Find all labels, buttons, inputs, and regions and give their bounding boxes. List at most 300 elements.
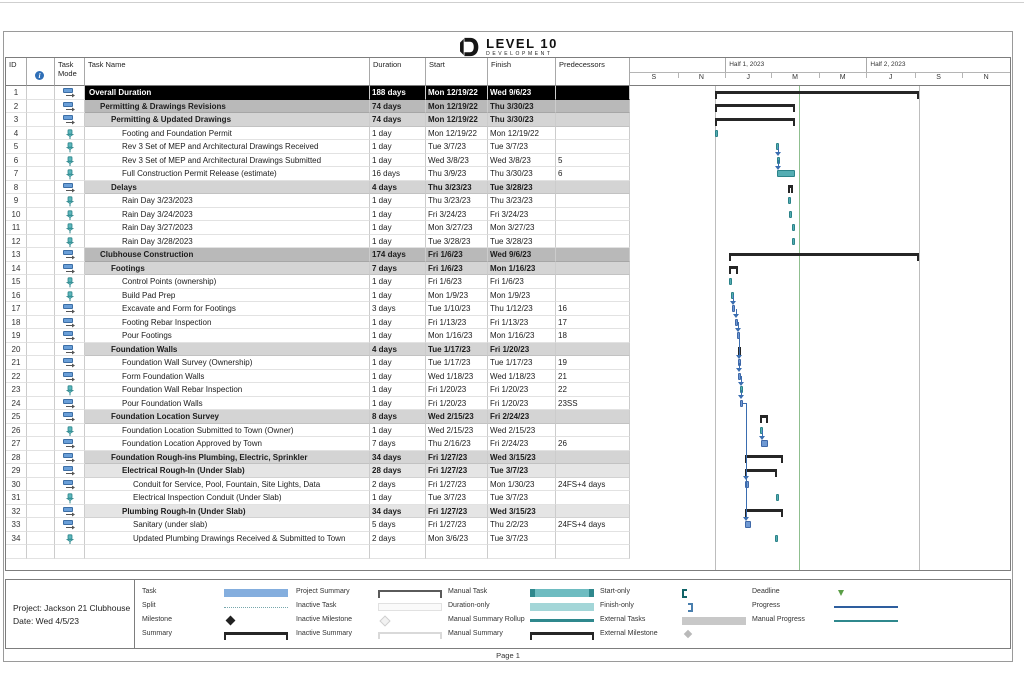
cell-id: 20 <box>6 343 27 357</box>
cell-start: Tue 1/10/23 <box>426 302 488 316</box>
cell-start: Fri 1/27/23 <box>426 518 488 532</box>
table-row <box>6 289 630 303</box>
legend-item <box>752 602 902 614</box>
col-header-duration: Duration <box>370 58 426 86</box>
cell-finish: Tue 3/7/23 <box>488 140 556 154</box>
cell-id: 18 <box>6 316 27 330</box>
cell-finish: Fri 2/24/23 <box>488 410 556 424</box>
table-row <box>6 181 630 195</box>
cell-start: Fri 1/20/23 <box>426 383 488 397</box>
cell-predecessors: 21 <box>556 370 630 384</box>
cell-task-mode <box>55 424 85 438</box>
pushpin-icon <box>65 385 75 396</box>
auto-schedule-icon <box>63 372 76 382</box>
cell-duration: 1 day <box>370 424 426 438</box>
cell-task-mode <box>55 275 85 289</box>
cell-predecessors <box>556 343 630 357</box>
pushpin-icon <box>65 156 75 167</box>
cell-info <box>27 383 55 397</box>
logo-title: LEVEL 10 <box>486 35 558 51</box>
cell-task-name: Form Foundation Walls <box>85 370 370 384</box>
legend-item <box>600 602 750 614</box>
cell-predecessors: 22 <box>556 383 630 397</box>
timescale-month-label: M <box>839 74 846 81</box>
cell-task-name: Rain Day 3/24/2023 <box>85 208 370 222</box>
legend-item <box>752 588 902 600</box>
cell-task-mode <box>55 302 85 316</box>
task-bar <box>789 211 792 218</box>
cell-info <box>27 262 55 276</box>
cell-id: 3 <box>6 113 27 127</box>
cell-id: 7 <box>6 167 27 181</box>
task-bar <box>777 170 794 177</box>
cell-predecessors: 18 <box>556 329 630 343</box>
legend-swatch-bar-blue <box>224 589 288 597</box>
cell-start: Fri 1/6/23 <box>426 262 488 276</box>
cell-duration: 174 days <box>370 248 426 262</box>
cell-info <box>27 194 55 208</box>
table-row <box>6 275 630 289</box>
cell-finish: Wed 3/15/23 <box>488 451 556 465</box>
cell-task-mode <box>55 100 85 114</box>
cell-duration: 2 days <box>370 532 426 546</box>
cell-predecessors <box>556 208 630 222</box>
cell-finish: Fri 1/20/23 <box>488 397 556 411</box>
cell-finish: Thu 3/30/23 <box>488 113 556 127</box>
empty-row <box>6 545 630 559</box>
cell-info <box>27 343 55 357</box>
cell-finish: Thu 3/30/23 <box>488 167 556 181</box>
cell-task-name: Pour Foundation Walls <box>85 397 370 411</box>
cell-id: 5 <box>6 140 27 154</box>
task-bar <box>729 278 732 285</box>
cell-task-name: Rain Day 3/23/2023 <box>85 194 370 208</box>
auto-schedule-icon <box>63 264 76 274</box>
cell-predecessors <box>556 410 630 424</box>
cell-duration: 3 days <box>370 302 426 316</box>
cell-id: 14 <box>6 262 27 276</box>
cell-id: 30 <box>6 478 27 492</box>
cell-info <box>27 356 55 370</box>
project-date: Date: Wed 4/5/23 <box>13 615 79 626</box>
cell-finish: Fri 1/13/23 <box>488 316 556 330</box>
cell-task-mode <box>55 437 85 451</box>
cell-task-mode <box>55 356 85 370</box>
cell-info <box>27 154 55 168</box>
cell-info <box>27 329 55 343</box>
legend-item <box>142 616 292 628</box>
table-row <box>6 491 630 505</box>
cell-start: Fri 1/27/23 <box>426 451 488 465</box>
legend-swatch-diamond-black <box>226 616 236 626</box>
cell-start: Wed 3/8/23 <box>426 154 488 168</box>
cell-duration: 188 days <box>370 86 426 100</box>
legend-swatch-summary-gray <box>378 590 442 592</box>
table-row <box>6 302 630 316</box>
cell-start: Wed 1/18/23 <box>426 370 488 384</box>
cell-finish: Fri 1/6/23 <box>488 275 556 289</box>
summary-bar <box>715 91 919 94</box>
task-bar <box>761 440 768 447</box>
link-arrow <box>730 301 736 305</box>
cell-task-mode <box>55 113 85 127</box>
cell-finish: Wed 1/18/23 <box>488 370 556 384</box>
cell-predecessors: 16 <box>556 302 630 316</box>
legend-item <box>600 630 750 642</box>
cell-info <box>27 518 55 532</box>
cell-task-name: Excavate and Form for Footings <box>85 302 370 316</box>
pushpin-icon <box>65 142 75 153</box>
cell-duration: 34 days <box>370 451 426 465</box>
cell-info <box>27 181 55 195</box>
table-row <box>6 383 630 397</box>
legend-swatch-summary-ghost <box>378 632 442 634</box>
cell-id: 34 <box>6 532 27 546</box>
cell-duration: 5 days <box>370 518 426 532</box>
cell-predecessors: 5 <box>556 154 630 168</box>
table-row <box>6 397 630 411</box>
cell-task-name: Electrical Rough-In (Under Slab) <box>85 464 370 478</box>
legend-label: Manual Summary Rollup <box>448 616 525 623</box>
cell-id: 17 <box>6 302 27 316</box>
summary-bar <box>715 104 795 107</box>
legend-label: Deadline <box>752 588 780 595</box>
table-row <box>6 140 630 154</box>
legend-item <box>296 616 446 628</box>
cell-id: 21 <box>6 356 27 370</box>
summary-bar <box>729 253 919 256</box>
auto-schedule-icon <box>63 183 76 193</box>
legend-item <box>448 630 598 642</box>
cell-task-name: Sanitary (under slab) <box>85 518 370 532</box>
legend-item <box>296 588 446 600</box>
cell-info <box>27 532 55 546</box>
cell-task-name: Electrical Inspection Conduit (Under Slab) <box>85 491 370 505</box>
cell-task-name: Foundation Location Survey <box>85 410 370 424</box>
pushpin-icon <box>65 291 75 302</box>
timescale-month-label: J <box>746 74 750 81</box>
cell-duration: 34 days <box>370 505 426 519</box>
cell-start: Fri 1/6/23 <box>426 248 488 262</box>
cell-duration: 28 days <box>370 464 426 478</box>
cell-id: 12 <box>6 235 27 249</box>
cell-duration: 1 day <box>370 491 426 505</box>
auto-schedule-icon <box>63 345 76 355</box>
cell-finish: Mon 1/16/23 <box>488 329 556 343</box>
cell-predecessors: 26 <box>556 437 630 451</box>
cell-duration: 1 day <box>370 235 426 249</box>
legend-item <box>752 616 902 628</box>
cell-info <box>27 478 55 492</box>
cell-finish: Tue 3/28/23 <box>488 181 556 195</box>
cell-task-name: Permitting & Updated Drawings <box>85 113 370 127</box>
cell-duration: 1 day <box>370 127 426 141</box>
cell-task-mode <box>55 289 85 303</box>
legend-item <box>296 630 446 642</box>
cell-duration: 7 days <box>370 437 426 451</box>
cell-finish: Wed 3/8/23 <box>488 154 556 168</box>
table-row <box>6 262 630 276</box>
cell-duration: 2 days <box>370 478 426 492</box>
cell-finish: Fri 1/20/23 <box>488 343 556 357</box>
cell-task-name: Conduit for Service, Pool, Fountain, Site Lights, Data <box>85 478 370 492</box>
cell-task-name: Control Points (ownership) <box>85 275 370 289</box>
cell-id: 2 <box>6 100 27 114</box>
cell-info <box>27 316 55 330</box>
timescale-half-year-label: Half 1, 2023 <box>729 61 765 68</box>
legend-label: Finish-only <box>600 602 634 609</box>
task-bar <box>792 238 795 245</box>
cell-finish: Tue 3/7/23 <box>488 491 556 505</box>
table-row <box>6 221 630 235</box>
link-arrow <box>775 152 781 156</box>
task-bar <box>776 494 779 501</box>
cell-id: 19 <box>6 329 27 343</box>
table-row <box>6 410 630 424</box>
pushpin-icon <box>65 277 75 288</box>
cell-id: 28 <box>6 451 27 465</box>
link-arrow <box>775 166 781 170</box>
legend-item <box>142 630 292 642</box>
cell-task-name: Foundation Wall Survey (Ownership) <box>85 356 370 370</box>
pushpin-icon <box>65 169 75 180</box>
cell-predecessors <box>556 275 630 289</box>
cell-task-mode <box>55 167 85 181</box>
cell-id: 11 <box>6 221 27 235</box>
cell-info <box>27 235 55 249</box>
cell-predecessors <box>556 262 630 276</box>
logo-mark-icon <box>458 36 480 58</box>
legend-label: Task <box>142 588 157 595</box>
cell-predecessors: 19 <box>556 356 630 370</box>
table-row <box>6 343 630 357</box>
summary-bar <box>760 415 768 418</box>
table-row <box>6 505 630 519</box>
cell-task-name: Clubhouse Construction <box>85 248 370 262</box>
legend-swatch-line-teal <box>834 620 898 622</box>
cell-duration: 1 day <box>370 289 426 303</box>
cell-task-mode <box>55 221 85 235</box>
summary-bar <box>715 118 795 121</box>
table-row <box>6 100 630 114</box>
cell-id: 26 <box>6 424 27 438</box>
table-row <box>6 86 630 100</box>
cell-predecessors: 17 <box>556 316 630 330</box>
cell-predecessors <box>556 505 630 519</box>
cell-predecessors <box>556 127 630 141</box>
cell-finish: Tue 3/7/23 <box>488 464 556 478</box>
cell-task-name: Footings <box>85 262 370 276</box>
cell-task-name: Foundation Walls <box>85 343 370 357</box>
cell-start: Fri 1/6/23 <box>426 275 488 289</box>
cell-info <box>27 208 55 222</box>
cell-finish: Wed 2/15/23 <box>488 424 556 438</box>
cell-finish: Wed 9/6/23 <box>488 248 556 262</box>
auto-schedule-icon <box>63 480 76 490</box>
col-header-predecessors: Predecessors <box>556 58 630 86</box>
cell-start: Fri 1/27/23 <box>426 478 488 492</box>
cell-task-name: Build Pad Prep <box>85 289 370 303</box>
legend-swatch-bracket-left <box>682 589 687 598</box>
cell-duration: 1 day <box>370 275 426 289</box>
legend-item <box>448 616 598 628</box>
cell-predecessors <box>556 86 630 100</box>
cell-id: 8 <box>6 181 27 195</box>
cell-task-mode <box>55 235 85 249</box>
cell-task-name: Footing and Foundation Permit <box>85 127 370 141</box>
timescale-month-label: N <box>983 74 989 81</box>
link-arrow <box>759 436 765 440</box>
summary-bar <box>745 509 782 512</box>
cell-finish: Mon 1/9/23 <box>488 289 556 303</box>
cell-start: Fri 1/13/23 <box>426 316 488 330</box>
cell-duration: 1 day <box>370 154 426 168</box>
auto-schedule-icon <box>63 399 76 409</box>
summary-bar <box>745 455 782 458</box>
link-arrow <box>736 355 742 359</box>
table-row <box>6 208 630 222</box>
cell-task-name: Updated Plumbing Drawings Received & Submitted to Town <box>85 532 370 546</box>
cell-id: 31 <box>6 491 27 505</box>
cell-finish: Mon 1/16/23 <box>488 262 556 276</box>
cell-finish: Thu 3/30/23 <box>488 100 556 114</box>
cell-info <box>27 86 55 100</box>
cell-finish: Fri 1/20/23 <box>488 383 556 397</box>
cell-task-mode <box>55 208 85 222</box>
cell-task-name: Rev 3 Set of MEP and Architectural Drawings Submitted <box>85 154 370 168</box>
cell-finish: Tue 1/17/23 <box>488 356 556 370</box>
cell-info <box>27 464 55 478</box>
cell-start: Tue 1/17/23 <box>426 356 488 370</box>
table-row <box>6 464 630 478</box>
cell-finish: Thu 3/23/23 <box>488 194 556 208</box>
cell-task-name: Foundation Wall Rebar Inspection <box>85 383 370 397</box>
table-row <box>6 235 630 249</box>
table-row <box>6 356 630 370</box>
cell-finish: Tue 3/7/23 <box>488 532 556 546</box>
cell-task-name: Full Construction Permit Release (estimate) <box>85 167 370 181</box>
pushpin-icon <box>65 129 75 140</box>
cell-predecessors <box>556 194 630 208</box>
pushpin-icon <box>65 237 75 248</box>
cell-finish: Fri 3/24/23 <box>488 208 556 222</box>
table-row <box>6 451 630 465</box>
task-bar <box>715 130 718 137</box>
legend-label: Inactive Task <box>296 602 337 609</box>
col-header-task-name: Task Name <box>85 58 370 86</box>
legend-swatch-bar-gray <box>682 617 746 625</box>
cell-start: Tue 3/7/23 <box>426 491 488 505</box>
auto-schedule-icon <box>63 439 76 449</box>
cell-task-name: Foundation Location Approved by Town <box>85 437 370 451</box>
cell-start: Mon 12/19/22 <box>426 100 488 114</box>
legend-label: Inactive Milestone <box>296 616 353 623</box>
cell-finish: Mon 3/27/23 <box>488 221 556 235</box>
link-arrow <box>738 382 744 386</box>
table-row <box>6 532 630 546</box>
cell-start: Fri 3/24/23 <box>426 208 488 222</box>
link-arrow <box>735 328 741 332</box>
legend-label: Split <box>142 602 156 609</box>
cell-duration: 1 day <box>370 221 426 235</box>
cell-duration: 1 day <box>370 329 426 343</box>
table-row <box>6 370 630 384</box>
legend-label: External Tasks <box>600 616 646 623</box>
cell-task-mode <box>55 86 85 100</box>
cell-task-mode <box>55 248 85 262</box>
cell-id: 33 <box>6 518 27 532</box>
cell-start: Fri 1/20/23 <box>426 397 488 411</box>
cell-info <box>27 127 55 141</box>
cell-info <box>27 113 55 127</box>
cell-task-mode <box>55 383 85 397</box>
pushpin-icon <box>65 493 75 504</box>
cell-info <box>27 140 55 154</box>
cell-start: Tue 3/7/23 <box>426 140 488 154</box>
legend-label: Manual Task <box>448 588 488 595</box>
cell-finish: Thu 1/12/23 <box>488 302 556 316</box>
cell-task-mode <box>55 410 85 424</box>
cell-task-name: Delays <box>85 181 370 195</box>
legend-swatch-summary-black <box>224 632 288 635</box>
cell-start: Thu 3/9/23 <box>426 167 488 181</box>
cell-predecessors <box>556 464 630 478</box>
cell-info <box>27 248 55 262</box>
table-row <box>6 127 630 141</box>
cell-task-mode <box>55 154 85 168</box>
project-finish-line <box>919 86 920 571</box>
summary-bar <box>788 185 793 188</box>
pushpin-icon <box>65 223 75 234</box>
cell-info <box>27 437 55 451</box>
cell-task-name: Overall Duration <box>85 86 370 100</box>
cell-task-name: Foundation Rough-ins Plumbing, Electric, Sprinkler <box>85 451 370 465</box>
auto-schedule-icon <box>63 466 76 476</box>
legend-label: Duration-only <box>448 602 490 609</box>
cell-predecessors <box>556 113 630 127</box>
cell-start: Tue 1/17/23 <box>426 343 488 357</box>
cell-id: 27 <box>6 437 27 451</box>
link-arrow <box>733 314 739 318</box>
gantt-chart-area <box>630 86 1010 571</box>
cell-finish: Mon 12/19/22 <box>488 127 556 141</box>
auto-schedule-icon <box>63 358 76 368</box>
cell-duration: 16 days <box>370 167 426 181</box>
table-row <box>6 167 630 181</box>
cell-duration: 7 days <box>370 262 426 276</box>
cell-id: 32 <box>6 505 27 519</box>
info-icon: i <box>35 71 44 80</box>
legend-swatch-diamond-gray <box>684 630 692 638</box>
cell-info <box>27 302 55 316</box>
timescale-month-label: N <box>698 74 704 81</box>
table-row <box>6 518 630 532</box>
cell-predecessors <box>556 181 630 195</box>
summary-bar <box>745 469 776 472</box>
timescale-month-label: J <box>888 74 893 81</box>
cell-finish: Wed 9/6/23 <box>488 86 556 100</box>
legend-swatch-bar-teal-caps <box>530 589 594 597</box>
cell-task-mode <box>55 316 85 330</box>
cell-predecessors <box>556 532 630 546</box>
auto-schedule-icon <box>63 115 76 125</box>
pushpin-icon <box>65 210 75 221</box>
legend-item <box>296 602 446 614</box>
cell-info <box>27 451 55 465</box>
level10-logo <box>4 35 1012 58</box>
cell-predecessors <box>556 140 630 154</box>
auto-schedule-icon <box>63 250 76 260</box>
